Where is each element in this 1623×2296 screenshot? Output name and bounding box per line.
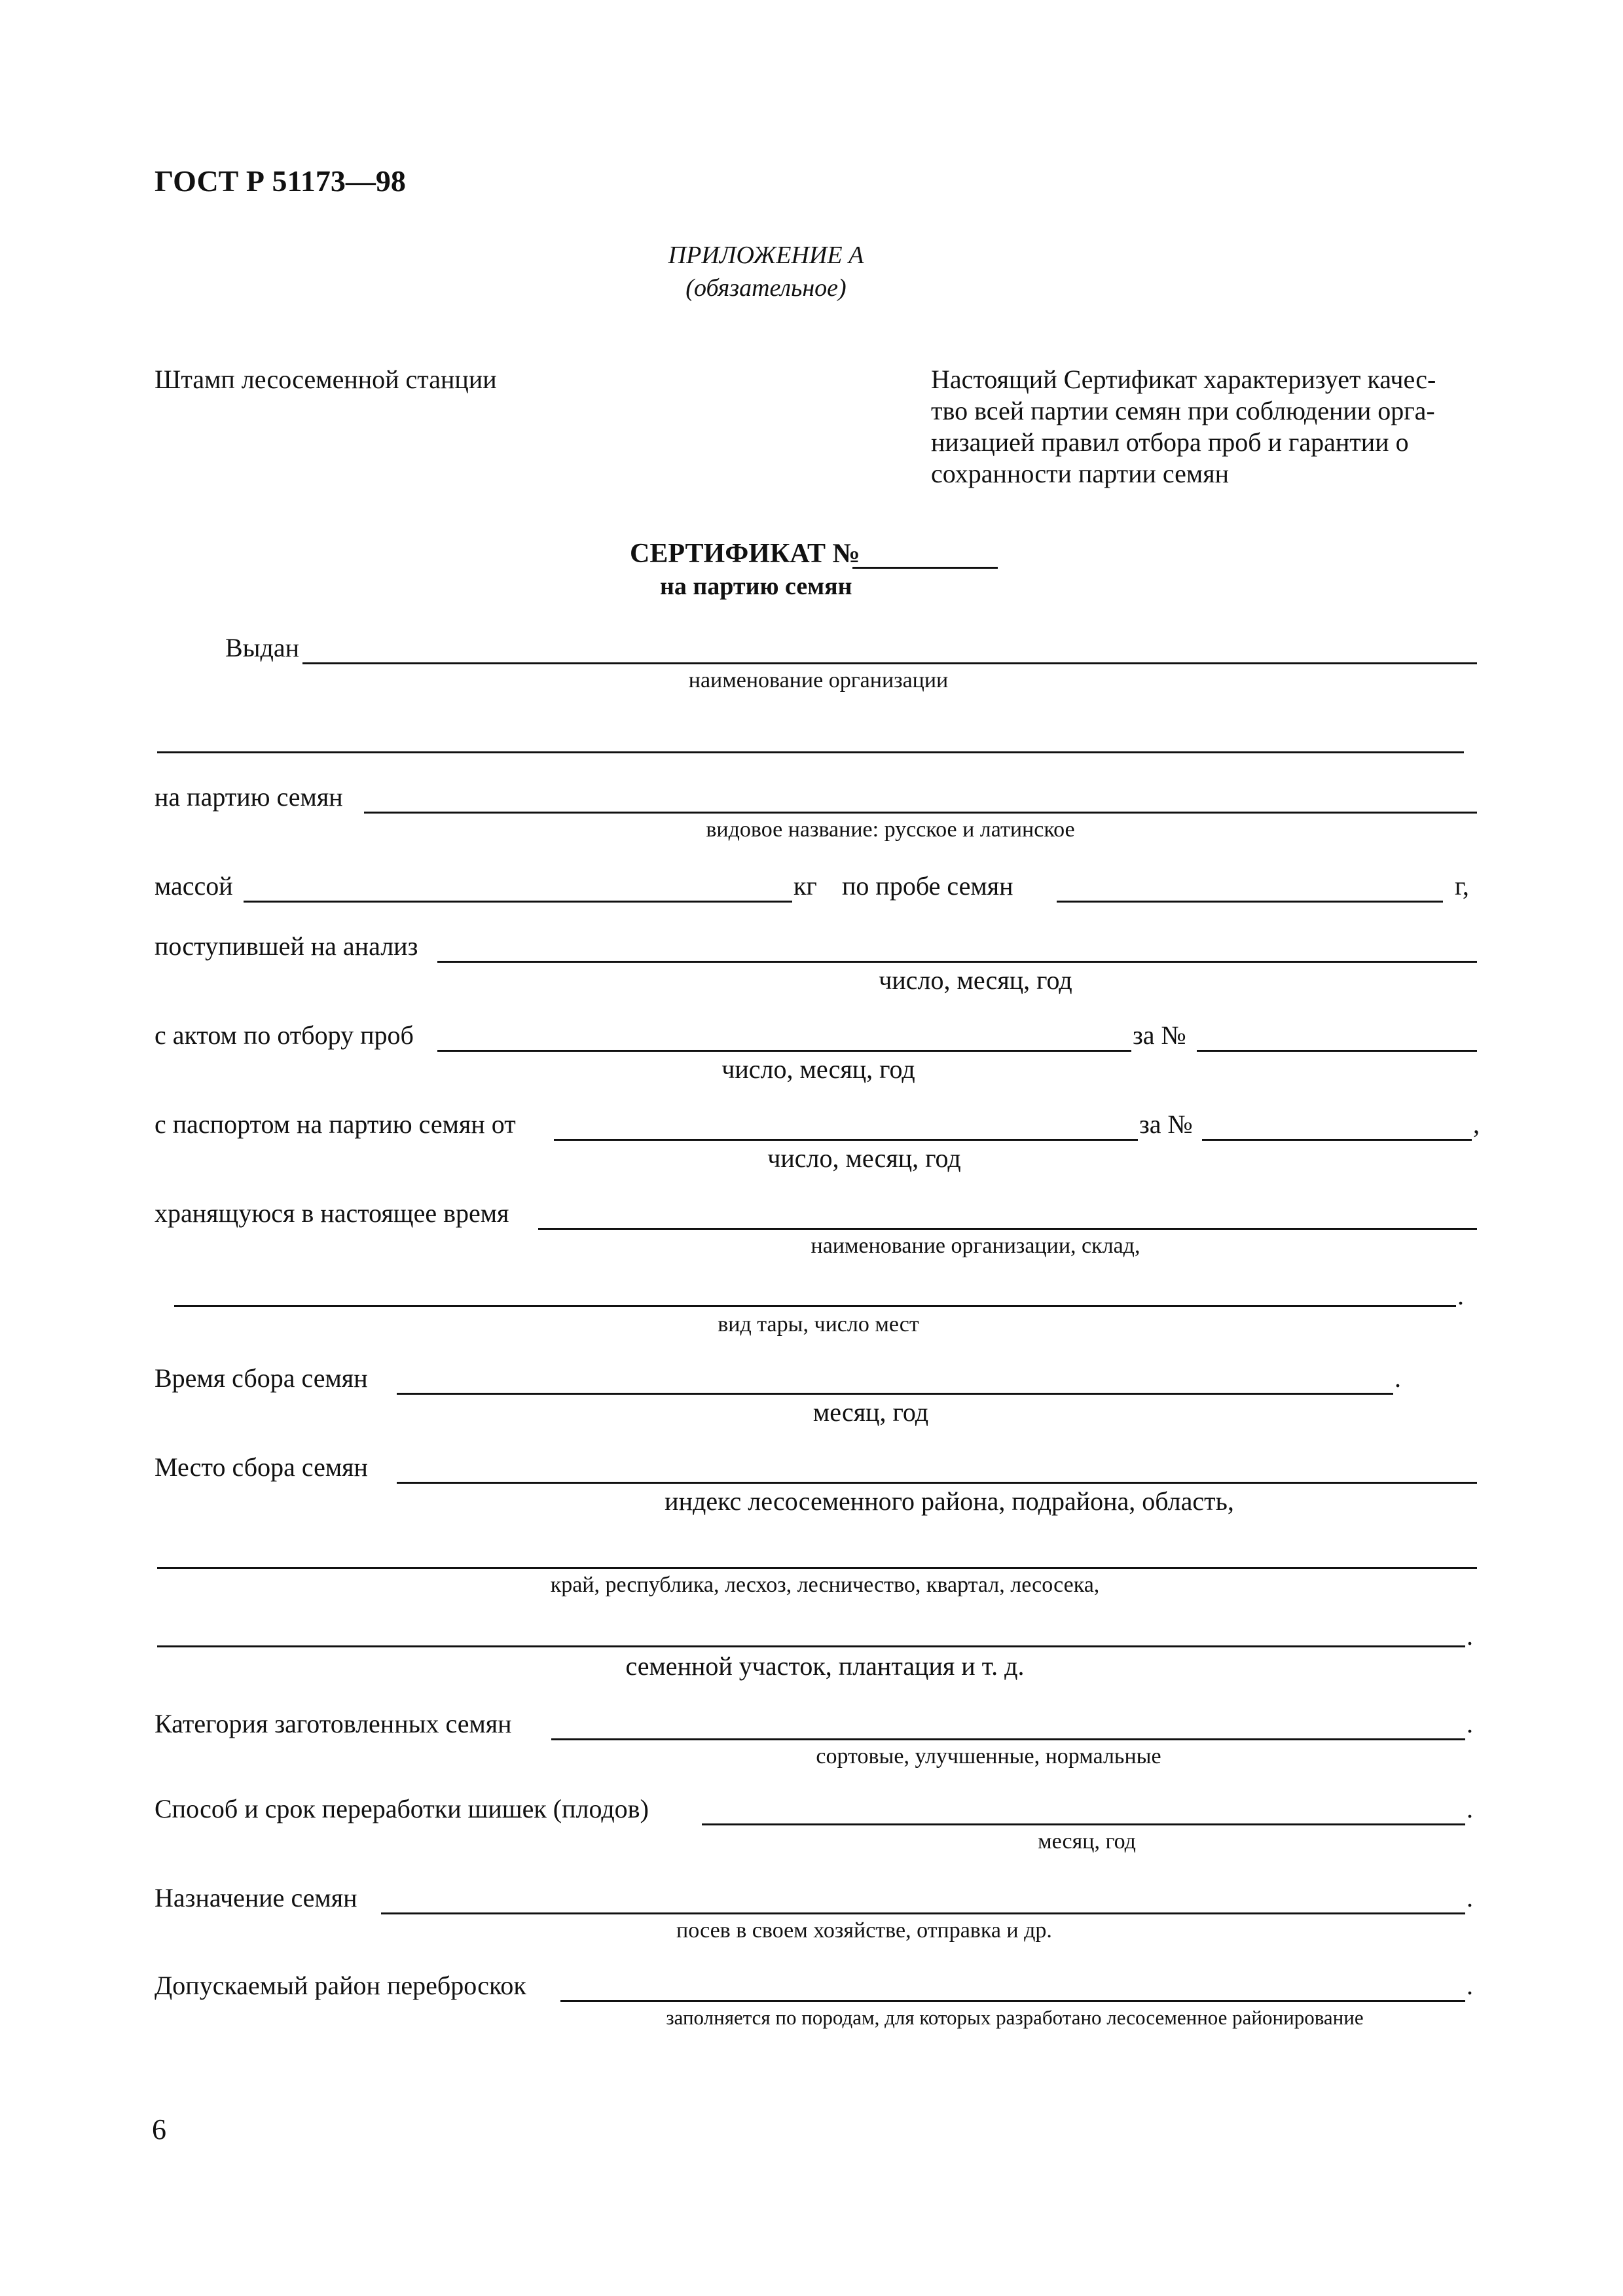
seed-lot-line[interactable]: [364, 812, 1477, 814]
passport-label: с паспортом на партию семян от: [155, 1109, 516, 1139]
issued-to-line[interactable]: [302, 662, 1477, 664]
received-label: поступившей на анализ: [155, 931, 418, 961]
category-line[interactable]: [551, 1738, 1465, 1740]
notice-line: Настоящий Сертификат характеризует качес-: [931, 365, 1436, 394]
passport-end: ,: [1473, 1109, 1480, 1139]
notice-line: низацией правил отбора проб и гарантии о: [931, 427, 1409, 457]
category-caption: сортовые, улучшенные, нормальные: [816, 1744, 1161, 1768]
processing-end: .: [1467, 1794, 1473, 1823]
passport-caption: число, месяц, год: [767, 1143, 961, 1173]
transfer-zone-line[interactable]: [560, 2000, 1465, 2002]
sampling-act-date-line[interactable]: [437, 1050, 1131, 1052]
processing-line[interactable]: [702, 1823, 1465, 1825]
purpose-label: Назначение семян: [155, 1883, 357, 1912]
received-line[interactable]: [437, 961, 1477, 963]
collection-place-label: Место сбора семян: [155, 1452, 368, 1482]
certificate-title: СЕРТИФИКАТ №: [630, 539, 860, 569]
appendix-title: ПРИЛОЖЕНИЕ А: [668, 242, 864, 269]
storage-caption-2: вид тары, число мест: [718, 1312, 919, 1336]
collection-place-caption-2: край, республика, лесхоз, лесничество, квартал, лесосека,: [550, 1573, 1100, 1597]
collection-time-caption: месяц, год: [812, 1397, 929, 1427]
transfer-zone-end: .: [1467, 1971, 1473, 2000]
transfer-zone-label: Допускаемый район переброскок: [155, 1971, 526, 2000]
storage-line-2[interactable]: [174, 1305, 1456, 1307]
notice-line: сохранности партии семян: [931, 459, 1229, 488]
mass-unit-kg: кг: [793, 871, 817, 901]
category-label: Категория заготовленных семян: [155, 1709, 512, 1738]
appendix-status: (обязательное): [685, 274, 847, 302]
purpose-caption: посев в своем хозяйстве, отправка и др.: [676, 1918, 1052, 1943]
collection-place-line-3[interactable]: [157, 1645, 1465, 1647]
processing-label: Способ и срок переработки шишек (плодов): [155, 1794, 649, 1823]
storage-line[interactable]: [538, 1228, 1477, 1230]
sampling-act-number-line[interactable]: [1197, 1050, 1477, 1052]
issued-to-label: Выдан: [225, 633, 300, 662]
collection-time-end: .: [1395, 1363, 1401, 1393]
mass-label: массой: [155, 871, 233, 901]
issued-to-line-2[interactable]: [157, 751, 1464, 753]
notice-line: тво всей партии семян при соблюдении орга-: [931, 396, 1435, 425]
collection-time-label: Время сбора семян: [155, 1363, 368, 1393]
passport-date-line[interactable]: [554, 1139, 1138, 1141]
collection-place-line[interactable]: [397, 1482, 1477, 1484]
stamp-label: Штамп лесосеменной станции: [155, 365, 497, 394]
category-end: .: [1467, 1709, 1473, 1738]
sampling-act-label: с актом по отбору проб: [155, 1020, 414, 1050]
purpose-line[interactable]: [381, 1912, 1465, 1914]
certificate-number-line[interactable]: [852, 567, 998, 569]
standard-id: ГОСТ Р 51173—98: [155, 164, 406, 198]
storage-label: хранящуюся в настоящее время: [155, 1198, 509, 1228]
sample-g-line[interactable]: [1057, 901, 1443, 903]
sample-label: по пробе семян: [842, 871, 1013, 901]
collection-time-line[interactable]: [397, 1393, 1393, 1395]
passport-number-line[interactable]: [1202, 1139, 1472, 1141]
page-number: 6: [152, 2113, 166, 2145]
seed-lot-label: на партию семян: [155, 782, 343, 812]
sampling-act-number-label: за №: [1133, 1020, 1186, 1050]
passport-number-label: за №: [1139, 1109, 1193, 1139]
certificate-subtitle: на партию семян: [660, 573, 852, 600]
issued-to-caption: наименование организации: [688, 668, 949, 692]
collection-place-end: .: [1467, 1621, 1473, 1651]
mass-kg-line[interactable]: [244, 901, 792, 903]
transfer-zone-caption: заполняется по породам, для которых разработано лесосеменное районирование: [666, 2006, 1364, 2029]
received-caption: число, месяц, год: [879, 965, 1072, 995]
collection-place-caption: индекс лесосеменного района, подрайона, область,: [665, 1486, 1234, 1516]
purpose-end: .: [1467, 1883, 1473, 1912]
storage-caption: наименование организации, склад,: [811, 1234, 1140, 1258]
collection-place-line-2[interactable]: [157, 1567, 1477, 1569]
collection-place-caption-3: семенной участок, плантация и т. д.: [625, 1651, 1025, 1681]
storage-end: .: [1457, 1281, 1464, 1310]
sampling-act-caption: число, месяц, год: [721, 1054, 915, 1084]
seed-lot-caption: видовое название: русское и латинское: [706, 817, 1075, 842]
mass-unit-g: г,: [1455, 871, 1469, 901]
processing-caption: месяц, год: [1038, 1829, 1136, 1854]
